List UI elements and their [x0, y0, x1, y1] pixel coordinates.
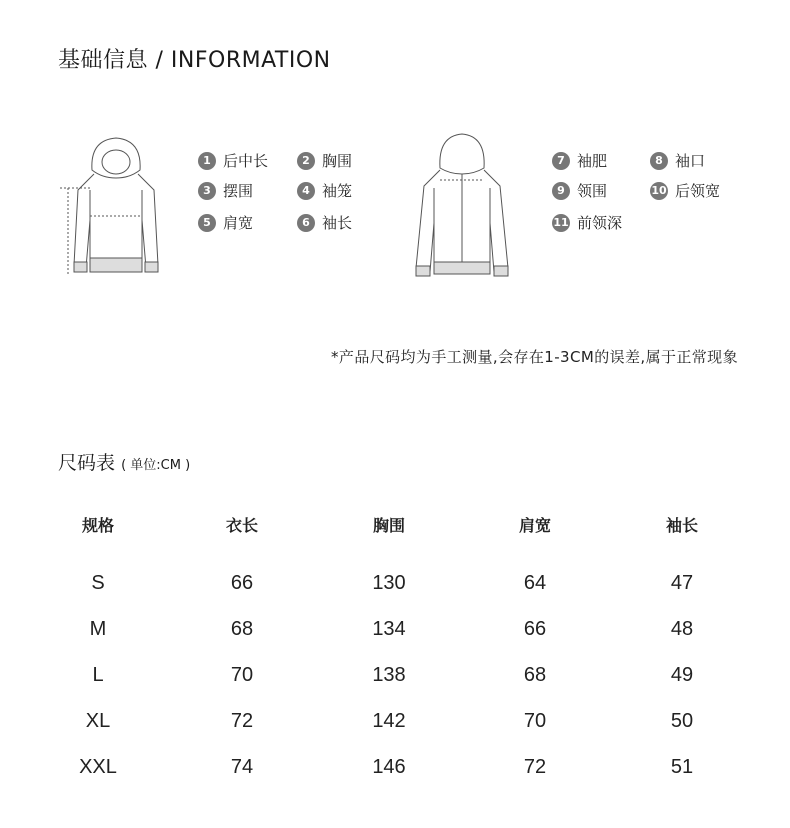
- legend-item: [198, 150, 268, 171]
- table-cell: 138: [372, 664, 406, 686]
- table-header: 袖长: [665, 516, 698, 535]
- legend-number: 2: [297, 152, 315, 170]
- legend-label: 袖长: [322, 214, 353, 232]
- table-cell: 68: [230, 618, 254, 640]
- table-cell: XXL: [79, 756, 117, 778]
- table-cell: 48: [670, 618, 694, 640]
- page-title: 基础信息 / INFORMATION: [58, 48, 331, 73]
- table-cell: 74: [230, 756, 254, 778]
- table-cell: 51: [670, 756, 694, 778]
- legend-item: [198, 212, 253, 233]
- legend-number: 7: [552, 152, 570, 170]
- hoodie-front-diagram: [404, 128, 524, 298]
- table-cell: M: [89, 618, 107, 640]
- table-cell: 134: [372, 618, 406, 640]
- table-header: 衣长: [225, 516, 258, 535]
- legend-item: [552, 150, 607, 171]
- legend-item: [552, 212, 622, 233]
- legend-label: 领围: [577, 182, 608, 200]
- legend-number: 10: [650, 182, 668, 200]
- legend-item: [552, 180, 607, 201]
- table-cell: 47: [670, 572, 694, 594]
- legend-item: [297, 212, 352, 233]
- table-cell: 66: [523, 618, 547, 640]
- legend-label: 胸围: [322, 152, 353, 170]
- legend-label: 前领深: [577, 214, 623, 232]
- legend-item: [650, 150, 705, 171]
- measurement-note: *产品尺码均为手工测量,会存在1-3CM的误差,属于正常现象: [331, 348, 738, 366]
- table-header: 规格: [81, 516, 114, 535]
- size-chart-title-text: 尺码表: [58, 452, 116, 474]
- legend-item: [650, 180, 720, 201]
- table-cell: S: [91, 572, 105, 594]
- table-header: 肩宽: [518, 516, 551, 535]
- table-cell: 130: [372, 572, 406, 594]
- table-cell: 68: [523, 664, 547, 686]
- legend-label: 袖肥: [577, 152, 608, 170]
- legend-label: 袖笼: [322, 182, 353, 200]
- legend-number: 8: [650, 152, 668, 170]
- legend-number: 4: [297, 182, 315, 200]
- hoodie-back-diagram: [50, 130, 170, 290]
- legend-item: [198, 180, 253, 201]
- table-cell: 142: [372, 710, 406, 732]
- legend-number: 5: [198, 214, 216, 232]
- legend-item: [297, 180, 352, 201]
- legend-label: 肩宽: [223, 214, 254, 232]
- table-cell: L: [92, 664, 104, 686]
- legend-label: 后中长: [223, 152, 269, 170]
- table-cell: 49: [670, 664, 694, 686]
- size-chart-unit: ( 单位:CM ): [121, 458, 191, 473]
- legend-label: 摆围: [223, 182, 254, 200]
- legend-number: 11: [552, 214, 570, 232]
- legend-label: 后领宽: [675, 182, 721, 200]
- table-cell: 72: [230, 710, 254, 732]
- table-cell: 72: [523, 756, 547, 778]
- legend-label: 袖口: [675, 152, 706, 170]
- table-cell: 64: [523, 572, 547, 594]
- legend-number: 1: [198, 152, 216, 170]
- table-cell: 66: [230, 572, 254, 594]
- table-cell: 70: [523, 710, 547, 732]
- table-cell: 146: [372, 756, 406, 778]
- table-cell: 70: [230, 664, 254, 686]
- legend-item: [297, 150, 352, 171]
- table-header: 胸围: [372, 516, 405, 535]
- size-chart-title: [58, 448, 190, 475]
- legend-number: 6: [297, 214, 315, 232]
- legend-number: 9: [552, 182, 570, 200]
- legend-number: 3: [198, 182, 216, 200]
- table-cell: XL: [85, 710, 111, 732]
- table-cell: 50: [670, 710, 694, 732]
